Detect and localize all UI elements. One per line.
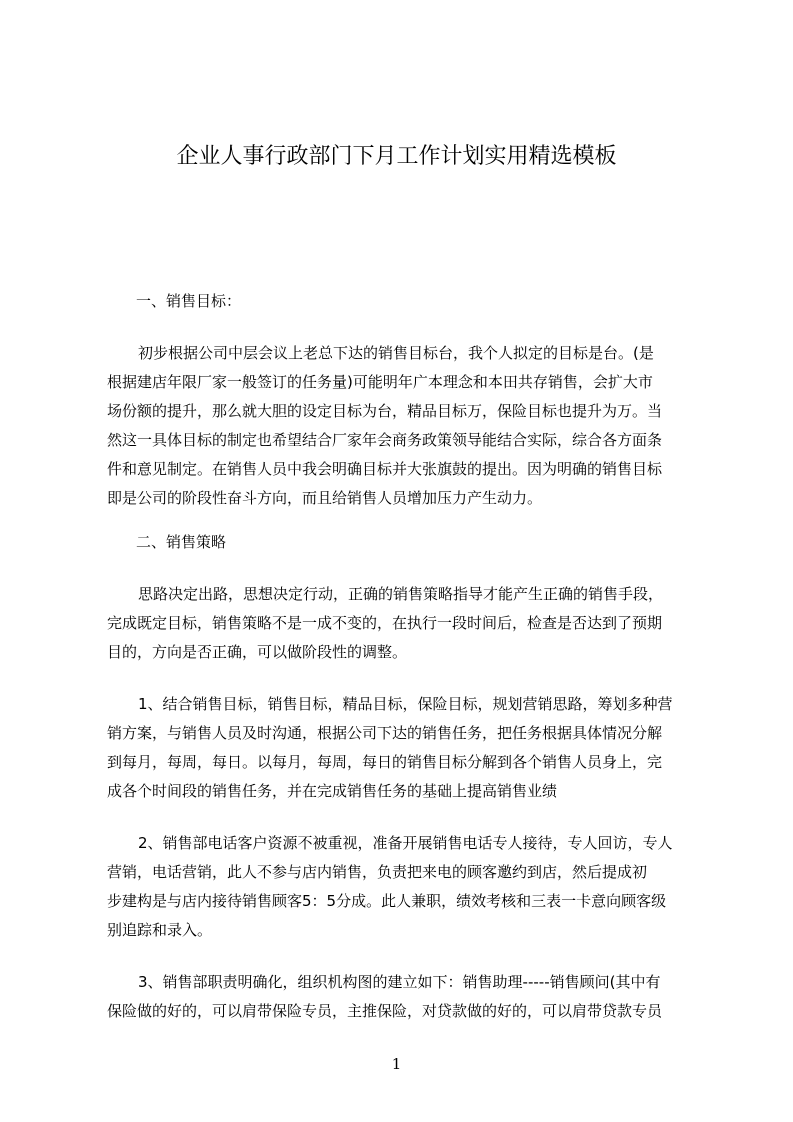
paragraph-line: 销方案，与销售人员及时沟通，根据公司下达的销售任务，把任务根据具体情况分解	[107, 724, 663, 742]
paragraph-line: 根据建店年限厂家一般签订的任务量)可能明年广本理念和本田共存销售，会扩大市	[107, 373, 653, 391]
paragraph-line: 3、销售部职责明确化，组织机构图的建立如下：销售助理-----销售顾问(其中有	[138, 973, 661, 991]
section-heading-sales-target: 一、销售目标：	[136, 292, 242, 310]
paragraph-line: 成各个时间段的销售任务，并在完成销售任务的基础上提高销售业绩	[107, 782, 558, 800]
paragraph-line: 到每月，每周，每日。以每月，每周，每日的销售目标分解到各个销售人员身上，完	[107, 753, 663, 771]
paragraph-line: 思路决定出路，思想决定行动，正确的销售策略指导才能产生正确的销售手段，	[138, 585, 664, 603]
paragraph-line: 场份额的提升，那么就大胆的设定目标为台，精品目标万，保险目标也提升为万。当	[107, 402, 663, 420]
paragraph-line: 即是公司的阶段性奋斗方向，而且给销售人员增加压力产生动力。	[107, 489, 543, 507]
paragraph-line: 件和意见制定。在销售人员中我会明确目标并大张旗鼓的提出。因为明确的销售目标	[107, 460, 663, 478]
paragraph-line: 目的，方向是否正确，可以做阶段性的调整。	[107, 643, 408, 661]
paragraph-line: 保险做的好的，可以肩带保险专员，主推保险，对贷款做的好的，可以肩带贷款专员	[107, 1002, 663, 1020]
paragraph-line: 2、销售部电话客户资源不被重视，准备开展销售电话专人接待，专人回访，专人	[138, 834, 673, 852]
section-heading-sales-strategy: 二、销售策略	[136, 533, 227, 551]
page-number: 1	[391, 1055, 402, 1073]
paragraph-line: 别追踪和录入。	[107, 921, 213, 939]
paragraph-line: 1、结合销售目标，销售目标，精品目标，保险目标，规划营销思路，筹划多种营	[138, 695, 673, 713]
paragraph-line: 初步根据公司中层会议上老总下达的销售目标台，我个人拟定的目标是台。(是	[138, 344, 654, 362]
paragraph-line: 完成既定目标，销售策略不是一成不变的，在执行一段时间后，检查是否达到了预期	[107, 614, 663, 632]
paragraph-line: 步建构是与店内接待销售顾客5：5分成。此人兼职，绩效考核和三表一卡意向顾客级	[107, 892, 667, 910]
page-title: 企业人事行政部门下月工作计划实用精选模板	[176, 144, 617, 169]
paragraph-line: 营销，电话营销，此人不参与店内销售，负责把来电的顾客邀约到店，然后提成初	[107, 863, 648, 881]
paragraph-line: 然这一具体目标的制定也希望结合厂家年会商务政策领导能结合实际，综合各方面条	[107, 431, 663, 449]
